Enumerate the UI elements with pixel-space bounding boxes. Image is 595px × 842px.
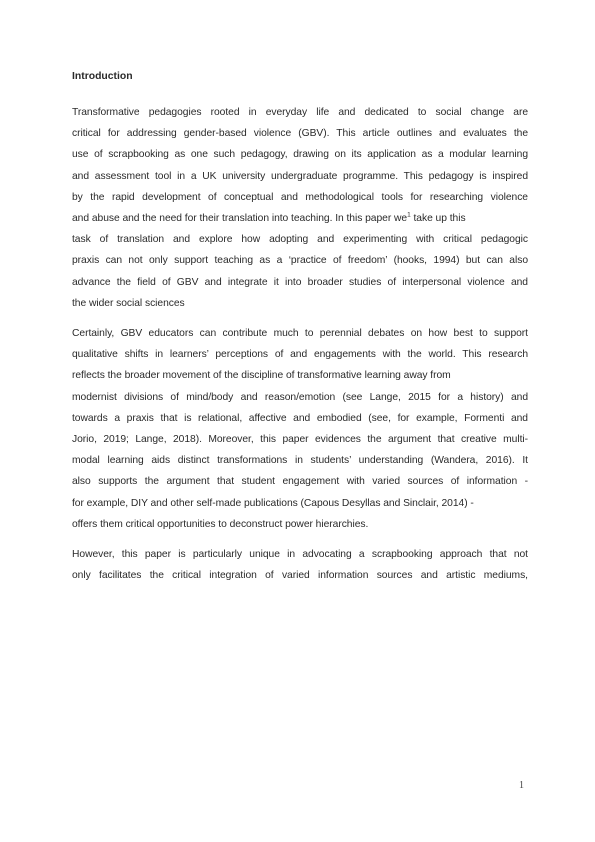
text-line: reflects the broader movement of the discipline of transformative learning away from — [72, 370, 451, 382]
document-body — [72, 69, 528, 595]
text-line: by the rapid development of conceptual and methodological tools for researching violence — [72, 191, 528, 203]
text-line: towards a praxis that is relational, affective and embodied (see, for example, Formenti and — [72, 412, 528, 424]
text-line: praxis can not only support teaching as a ‘practice of freedom’ (hooks, 1994) but can also — [72, 255, 528, 267]
text-line: and assessment tool in a UK university undergraduate programme. This pedagogy is inspired — [72, 170, 528, 182]
text-line: modernist divisions of mind/body and reason/emotion (see Lange, 2015 for a history) and — [72, 391, 528, 403]
paragraph-2 — [72, 323, 528, 535]
text-line: for example, DIY and other self-made publications (Capous Desyllas and Sinclair, 2014) - — [72, 497, 474, 509]
text-line: task of translation and explore how adopting and experimenting with critical pedagogic — [72, 234, 528, 246]
text-line: critical for addressing gender-based violence (GBV). This article outlines and evaluates the — [72, 128, 528, 140]
text-line: only facilitates the critical integration of varied information sources and artistic mediums, — [72, 570, 528, 582]
text-line: modal learning aids distinct transformations in students’ understanding (Wandera, 2016). It — [72, 455, 528, 467]
text-line: Certainly, GBV educators can contribute much to perennial debates on how best to support — [72, 328, 528, 340]
text-segment: take up this — [410, 213, 466, 225]
text-line-with-footnote — [72, 208, 528, 229]
text-line: the wider social sciences — [72, 297, 185, 309]
footnote-marker[interactable]: 1 — [407, 211, 411, 219]
text-line: advance the field of GBV and integrate it into broader studies of interpersonal violence and — [72, 276, 528, 288]
paragraph-1 — [72, 102, 528, 314]
text-line: Jorio, 2019; Lange, 2018). Moreover, this paper evidences the argument that creative multi- — [72, 434, 528, 446]
text-segment: and abuse and the need for their translation into teaching. In this paper we — [72, 213, 408, 225]
text-line: offers them critical opportunities to deconstruct power hierarchies. — [72, 518, 369, 530]
paragraph-3 — [72, 544, 528, 586]
text-line: Transformative pedagogies rooted in everyday life and dedicated to social change are — [72, 107, 528, 118]
text-line: However, this paper is particularly unique in advocating a scrapbooking approach that not — [72, 549, 528, 561]
page-number: 1 — [519, 780, 524, 791]
section-heading: Introduction — [72, 71, 133, 82]
text-line: qualitative shifts in learners’ perceptions of and engagements with the world. This research — [72, 349, 528, 361]
text-line: use of scrapbooking as one such pedagogy, drawing on its application as a modular learning — [72, 149, 528, 161]
text-line: also supports the argument that student engagement with varied sources of information - — [72, 476, 528, 488]
